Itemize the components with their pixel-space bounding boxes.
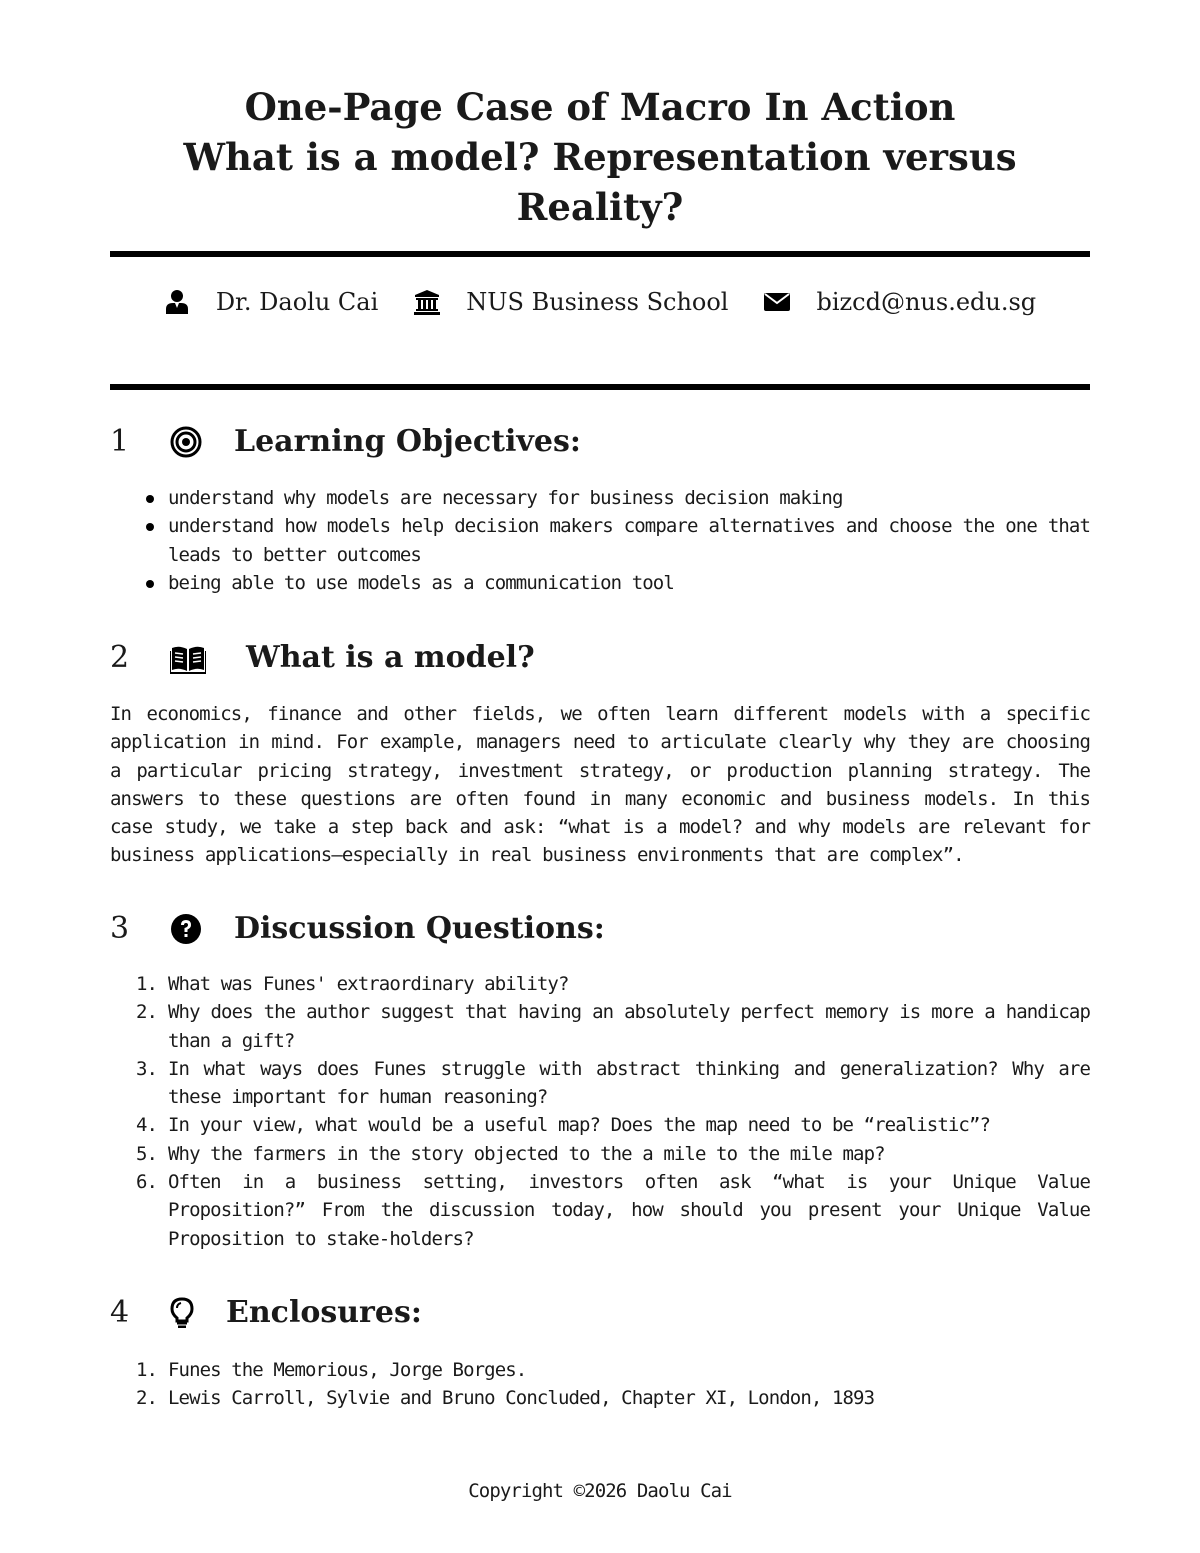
list-item: 5. Why the farmers in the story objected to the a mile to the mile map? xyxy=(136,1142,885,1165)
section-heading: Enclosures: xyxy=(226,1295,422,1330)
bullseye-icon xyxy=(170,426,202,458)
title-line-1: One-Page Case of Macro In Action xyxy=(244,85,956,129)
model-paragraph: In economics, finance and other fields, we often learn different models with a specific application in mind. For example, managers need to articulate clearly why they are choosing a particular pricing strategy, investment strategy, or production planning strategy. The answers to these questions are often found in many economic and business models. In this case study, we take a step back and ask: “what is a model? and why models are relevant for business applications–especially in real business environments that are complex”. xyxy=(110,703,1090,867)
lightbulb-icon xyxy=(170,1297,194,1329)
author-item xyxy=(164,288,378,316)
document-title xyxy=(110,82,1090,232)
email-address[interactable]: bizcd@nus.edu.sg xyxy=(816,288,1037,316)
author-line xyxy=(110,288,1090,316)
list-item: 1. What was Funes' extraordinary ability? xyxy=(136,973,569,995)
list-item: 2. Lewis Carroll, Sylvie and Bruno Concluded, Chapter XI, London, 1893 xyxy=(136,1387,875,1410)
book-icon xyxy=(170,642,206,674)
title-line-2: What is a model? Representation versus xyxy=(183,135,1017,179)
institution-name: NUS Business School xyxy=(466,288,729,316)
list-item: 4. In your view, what would be a useful map? Does the map need to be “realistic”? xyxy=(136,1114,991,1137)
enclosures-list xyxy=(110,1356,1090,1413)
list-item: 3. In what ways does Funes struggle with abstract thinking and generalization? Why are these important for human reasoning? xyxy=(136,1057,1090,1109)
question-text: Why does the author suggest that having an absolutely perfect memory is more a handicap than a gift? xyxy=(168,1001,1090,1052)
questions-list xyxy=(110,970,1090,1253)
section-heading: Discussion Questions: xyxy=(234,911,605,946)
list-item: 2. Why does the author suggest that having an absolutely perfect memory is more a handicap than a gift? xyxy=(136,1001,1090,1052)
section-learning-objectives xyxy=(110,424,581,459)
enclosure-text: Funes the Memorious, Jorge Borges. xyxy=(168,1359,527,1381)
email-item xyxy=(764,288,1036,316)
list-item: 1. Funes the Memorious, Jorge Borges. xyxy=(136,1359,527,1381)
institution-item xyxy=(414,288,728,316)
list-item: understand how models help decision makers compare alternatives and choose the one that leads to better outcomes xyxy=(110,512,1090,569)
list-item: understand why models are necessary for business decision making xyxy=(110,484,1090,512)
user-icon xyxy=(164,289,190,315)
list-item: being able to use models as a communication tool xyxy=(110,569,1090,597)
section-what-is-a-model xyxy=(110,640,535,675)
section-number: 1 xyxy=(110,424,130,459)
question-text: Why the farmers in the story objected to the a mile to the mile map? xyxy=(168,1142,885,1165)
section-number: 2 xyxy=(110,640,130,675)
bottom-rule xyxy=(110,384,1090,390)
document-page xyxy=(110,0,1090,1553)
section-discussion-questions xyxy=(110,911,605,946)
title-line-3: Reality? xyxy=(516,185,684,229)
objectives-list xyxy=(110,484,1090,597)
question-text: Often in a business setting, investors often ask “what is your Unique Value Proposition?” From the discussion today, how should you present your Unique Value Proposition to stake-holders? xyxy=(168,1171,1090,1250)
question-circle-icon xyxy=(170,913,202,945)
section-enclosures xyxy=(110,1295,422,1330)
section-number: 3 xyxy=(110,911,130,946)
copyright-footer: Copyright ©2026 Daolu Cai xyxy=(468,1480,732,1502)
question-text: In your view, what would be a useful map? Does the map need to be “realistic”? xyxy=(168,1114,991,1137)
question-text: In what ways does Funes struggle with abstract thinking and generalization? Why are these important for human reasoning? xyxy=(168,1057,1090,1109)
section-heading: Learning Objectives: xyxy=(234,424,581,459)
university-icon xyxy=(414,289,440,315)
enclosure-text: Lewis Carroll, Sylvie and Bruno Concluded, Chapter XI, London, 1893 xyxy=(168,1387,875,1410)
envelope-icon xyxy=(764,289,790,315)
list-item: 6. Often in a business setting, investors often ask “what is your Unique Value Proposition?” From the discussion today, how should you present your Unique Value Proposition to stake-holders? xyxy=(136,1171,1090,1250)
author-name: Dr. Daolu Cai xyxy=(215,288,379,316)
section-number: 4 xyxy=(110,1295,130,1330)
top-rule xyxy=(110,251,1090,257)
section-heading: What is a model? xyxy=(246,640,535,675)
question-text: What was Funes' extraordinary ability? xyxy=(168,973,569,995)
